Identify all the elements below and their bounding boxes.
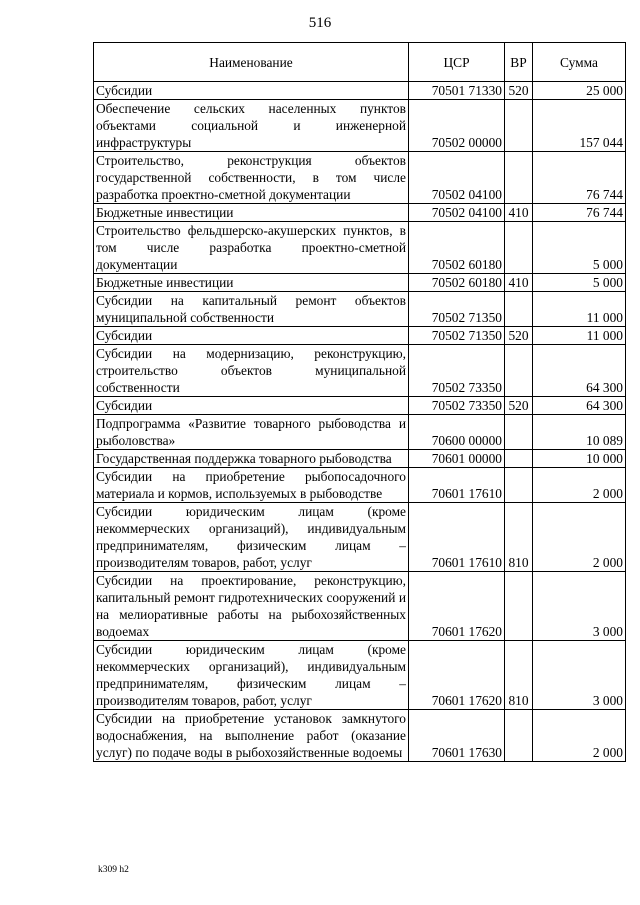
csr-cell: 70502 71350 — [409, 292, 505, 327]
csr-cell: 70502 73350 — [409, 397, 505, 415]
csr-cell: 70601 00000 — [409, 450, 505, 468]
vr-cell: 410 — [505, 274, 533, 292]
sum-cell: 76 744 — [533, 204, 626, 222]
table-row — [94, 152, 626, 204]
sum-cell: 76 744 — [533, 152, 626, 204]
vr-cell: 520 — [505, 327, 533, 345]
sum-cell: 10 089 — [533, 415, 626, 450]
table-row — [94, 468, 626, 503]
csr-cell: 70502 60180 — [409, 222, 505, 274]
vr-cell — [505, 100, 533, 152]
name-cell: Строительство, реконструкция объектов государственной собственности, в том числе разработка проектно-сметной документации — [94, 152, 409, 204]
sum-cell: 25 000 — [533, 82, 626, 100]
table-row — [94, 450, 626, 468]
table-row — [94, 222, 626, 274]
table-header-row — [94, 43, 626, 82]
sum-cell: 64 300 — [533, 397, 626, 415]
sum-cell: 2 000 — [533, 468, 626, 503]
table-row — [94, 204, 626, 222]
csr-cell: 70601 17630 — [409, 710, 505, 762]
sum-cell: 11 000 — [533, 327, 626, 345]
csr-cell: 70600 00000 — [409, 415, 505, 450]
sum-cell: 10 000 — [533, 450, 626, 468]
name-cell: Субсидии на проектирование, реконструкцию, капитальный ремонт гидротехнических сооружений и на мелиоративные работы на рыбохозяйственных водоемах — [94, 572, 409, 641]
vr-cell — [505, 572, 533, 641]
name-cell: Субсидии юридическим лицам (кроме некоммерческих организаций), индивидуальным предпринимателям, физическим лицам – производителям товаров, работ, услуг — [94, 503, 409, 572]
vr-cell — [505, 710, 533, 762]
table-row — [94, 274, 626, 292]
sum-cell: 157 044 — [533, 100, 626, 152]
csr-cell: 70502 71350 — [409, 327, 505, 345]
sum-cell: 5 000 — [533, 222, 626, 274]
vr-cell — [505, 152, 533, 204]
name-cell: Субсидии — [94, 327, 409, 345]
name-cell: Строительство фельдшерско-акушерских пунктов, в том числе разработка проектно-сметной документации — [94, 222, 409, 274]
csr-cell: 70501 71330 — [409, 82, 505, 100]
name-cell: Субсидии — [94, 397, 409, 415]
vr-cell — [505, 468, 533, 503]
csr-cell: 70502 04100 — [409, 204, 505, 222]
budget-table — [93, 42, 626, 762]
header-vr: ВР — [505, 43, 533, 82]
header-name: Наименование — [94, 43, 409, 82]
table-row — [94, 327, 626, 345]
vr-cell: 810 — [505, 641, 533, 710]
vr-cell — [505, 345, 533, 397]
csr-cell: 70601 17610 — [409, 503, 505, 572]
csr-cell: 70502 04100 — [409, 152, 505, 204]
table-row — [94, 503, 626, 572]
table-row — [94, 572, 626, 641]
csr-cell: 70502 60180 — [409, 274, 505, 292]
name-cell: Субсидии юридическим лицам (кроме некоммерческих организаций), индивидуальным предпринимателям, физическим лицам – производителям товаров, работ, услуг — [94, 641, 409, 710]
table-row — [94, 641, 626, 710]
header-sum: Сумма — [533, 43, 626, 82]
table-row — [94, 82, 626, 100]
vr-cell — [505, 222, 533, 274]
sum-cell: 64 300 — [533, 345, 626, 397]
name-cell: Обеспечение сельских населенных пунктов объектами социальной и инженерной инфраструктуры — [94, 100, 409, 152]
name-cell: Бюджетные инвестиции — [94, 274, 409, 292]
table-row — [94, 292, 626, 327]
csr-cell: 70601 17620 — [409, 641, 505, 710]
table-row — [94, 345, 626, 397]
table-body — [94, 82, 626, 762]
vr-cell — [505, 450, 533, 468]
name-cell: Субсидии на модернизацию, реконструкцию, строительство объектов муниципальной собственности — [94, 345, 409, 397]
vr-cell — [505, 292, 533, 327]
table-row — [94, 100, 626, 152]
csr-cell: 70502 73350 — [409, 345, 505, 397]
vr-cell — [505, 415, 533, 450]
name-cell: Субсидии на приобретение рыбопосадочного материала и кормов, используемых в рыбоводстве — [94, 468, 409, 503]
page-number: 516 — [308, 15, 332, 31]
csr-cell: 70601 17610 — [409, 468, 505, 503]
header-csr: ЦСР — [409, 43, 505, 82]
name-cell: Бюджетные инвестиции — [94, 204, 409, 222]
vr-cell: 810 — [505, 503, 533, 572]
sum-cell: 11 000 — [533, 292, 626, 327]
footer-code: k309 h2 — [98, 865, 129, 875]
vr-cell: 410 — [505, 204, 533, 222]
sum-cell: 3 000 — [533, 572, 626, 641]
name-cell: Субсидии на приобретение установок замкнутого водоснабжения, на выполнение работ (оказание услуг) по подаче воды в рыбохозяйственные водоемы — [94, 710, 409, 762]
sum-cell: 5 000 — [533, 274, 626, 292]
name-cell: Государственная поддержка товарного рыбоводства — [94, 450, 409, 468]
csr-cell: 70502 00000 — [409, 100, 505, 152]
name-cell: Подпрограмма «Развитие товарного рыбоводства и рыболовства» — [94, 415, 409, 450]
table-row — [94, 415, 626, 450]
name-cell: Субсидии на капитальный ремонт объектов муниципальной собственности — [94, 292, 409, 327]
vr-cell: 520 — [505, 397, 533, 415]
sum-cell: 2 000 — [533, 503, 626, 572]
sum-cell: 2 000 — [533, 710, 626, 762]
table-row — [94, 710, 626, 762]
table-row — [94, 397, 626, 415]
sum-cell: 3 000 — [533, 641, 626, 710]
vr-cell: 520 — [505, 82, 533, 100]
name-cell: Субсидии — [94, 82, 409, 100]
csr-cell: 70601 17620 — [409, 572, 505, 641]
